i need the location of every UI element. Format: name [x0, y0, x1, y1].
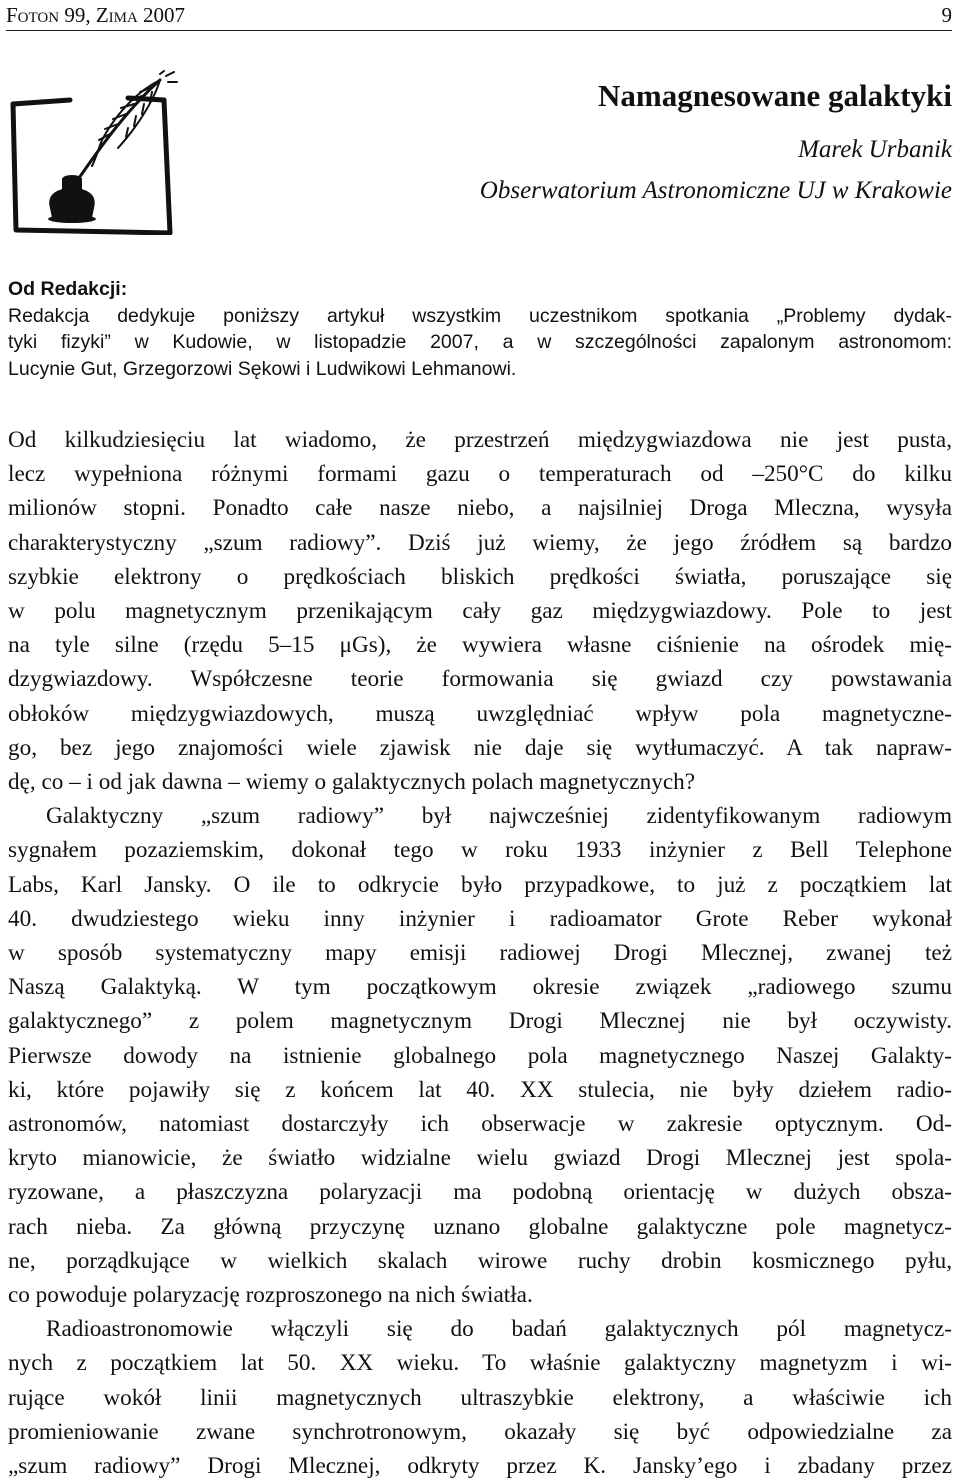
- body-line: dę, co – i od jak dawna – wiemy o galaktycznych polach magnetycznych?: [8, 769, 695, 796]
- journal-issue: Foton 99, Zima 2007: [6, 3, 186, 27]
- body-line: kryto mianowicie, że światło widzialne wielu gwiazd Drogi Mlecznej jest spola-: [8, 1145, 952, 1172]
- body-line: sygnałem pozaziemskim, dokonał tego w roku 1933 inżynier z Bell Telephone: [8, 837, 952, 864]
- article-author: Marek Urbanik: [798, 136, 952, 163]
- page-number: 9: [941, 3, 952, 27]
- inkwell-quill-illustration: [10, 70, 178, 235]
- body-line: ne, porządkujące w wielkich skalach wirowe ruchy drobin kosmicznego pyłu,: [8, 1247, 952, 1274]
- body-line: Naszą Galaktyką. W tym początkowym okresie związek „radiowego szumu: [8, 974, 952, 1001]
- body-line: promieniowanie zwane synchrotronowym, okazały się być odpowiedzialne za: [8, 1418, 952, 1445]
- body-line: dzygwiazdowy. Współczesne teorie formowania się gwiazd czy powstawania: [8, 666, 952, 693]
- body-line: Od kilkudziesięciu lat wiadomo, że przestrzeń międzygwiazdowa nie jest pusta,: [8, 427, 952, 453]
- body-line: Labs, Karl Jansky. O ile to odkrycie było przypadkowe, to już z początkiem lat: [8, 871, 952, 898]
- article-title: Namagnesowane galaktyki: [598, 78, 952, 113]
- body-line: w sposób systematyczny mapy emisji radiowej Drogi Mlecznej, zwanej też: [8, 940, 952, 967]
- body-line: astronomów, natomiast dostarczyły ich obserwacje w zakresie optycznym. Od-: [8, 1111, 952, 1138]
- body-line: Pierwsze dowody na istnienie globalnego pola magnetycznego Naszej Galakty-: [8, 1042, 952, 1069]
- body-line: 40. dwudziestego wieku inny inżynier i radioamator Grote Reber wykonał: [8, 905, 952, 932]
- body-line: galaktycznego” z polem magnetycznym Drogi Mlecznej nie był oczywisty.: [8, 1008, 952, 1035]
- body-line: Galaktyczny „szum radiowy” był najwcześniej zidentyfikowanym radiowym: [46, 803, 952, 830]
- editorial-line: Lucynie Gut, Grzegorzowi Sękowi i Ludwikowi Lehmanowi.: [8, 357, 517, 380]
- body-line: w polu magnetycznym przenikającym cały gaz międzygwiazdowy. Pole to jest: [8, 598, 952, 625]
- body-line: ryzowane, a płaszczyzna polaryzacji ma podobną orientację w dużych obsza-: [8, 1179, 952, 1206]
- body-line: szybkie elektrony o prędkościach bliskich prędkości światła, poruszające się: [8, 563, 952, 590]
- body-line: na tyle silne (rzędu 5–15 μGs), że wywiera własne ciśnienie na ośrodek mię-: [8, 632, 952, 659]
- body-line: rach nieba. Za główną przyczynę uznano globalne galaktyczne pole magnetycz-: [8, 1213, 952, 1240]
- article-body: [8, 423, 952, 1483]
- body-line: co powoduje polaryzację rozproszonego na nich światła.: [8, 1282, 533, 1309]
- body-line: lecz wypełniona różnymi formami gazu o temperaturach od –250°C do kilku: [8, 461, 952, 488]
- body-line: obłoków międzygwiazdowych, muszą uwzględniać wpływ pola magnetyczne-: [8, 700, 952, 727]
- editorial-note: [8, 276, 952, 382]
- body-line: „szum radiowy” Drogi Mlecznej, odkryty przez K. Jansky’ego i zbadany przez: [8, 1453, 952, 1480]
- body-line: milionów stopni. Ponadto całe nasze niebo, a najsilniej Droga Mleczna, wysyła: [8, 495, 952, 522]
- editorial-heading: Od Redakcji:: [8, 278, 128, 300]
- body-line: Radioastronomowie włączyli się do badań galaktycznych pól magnetycz-: [46, 1316, 952, 1343]
- editorial-line: tyki fizyki” w Kudowie, w listopadzie 2007, a w szczególności zapalonym astronomom:: [8, 331, 952, 353]
- body-line: rujące wokół linii magnetycznych ultraszybkie elektrony, a właściwie ich: [8, 1384, 952, 1411]
- author-affiliation: Obserwatorium Astronomiczne UJ w Krakowie: [479, 177, 952, 204]
- page-header: [6, 0, 952, 31]
- editorial-line: Redakcja dedykuje poniższy artykuł wszystkim uczestnikom spotkania „Problemy dydak-: [8, 304, 952, 327]
- body-line: ki, które pojawiły się z końcem lat 40. XX stulecia, nie były dziełem radio-: [8, 1076, 952, 1103]
- body-line: go, bez jego znajomości wiele zjawisk nie daje się wytłumaczyć. A tak napraw-: [8, 734, 952, 761]
- body-line: charakterystyczny „szum radiowy”. Dziś już wiemy, że jego źródłem są bardzo: [8, 529, 952, 556]
- body-line: nych z początkiem lat 50. XX wieku. To właśnie galaktyczny magnetyzm i wi-: [8, 1350, 952, 1377]
